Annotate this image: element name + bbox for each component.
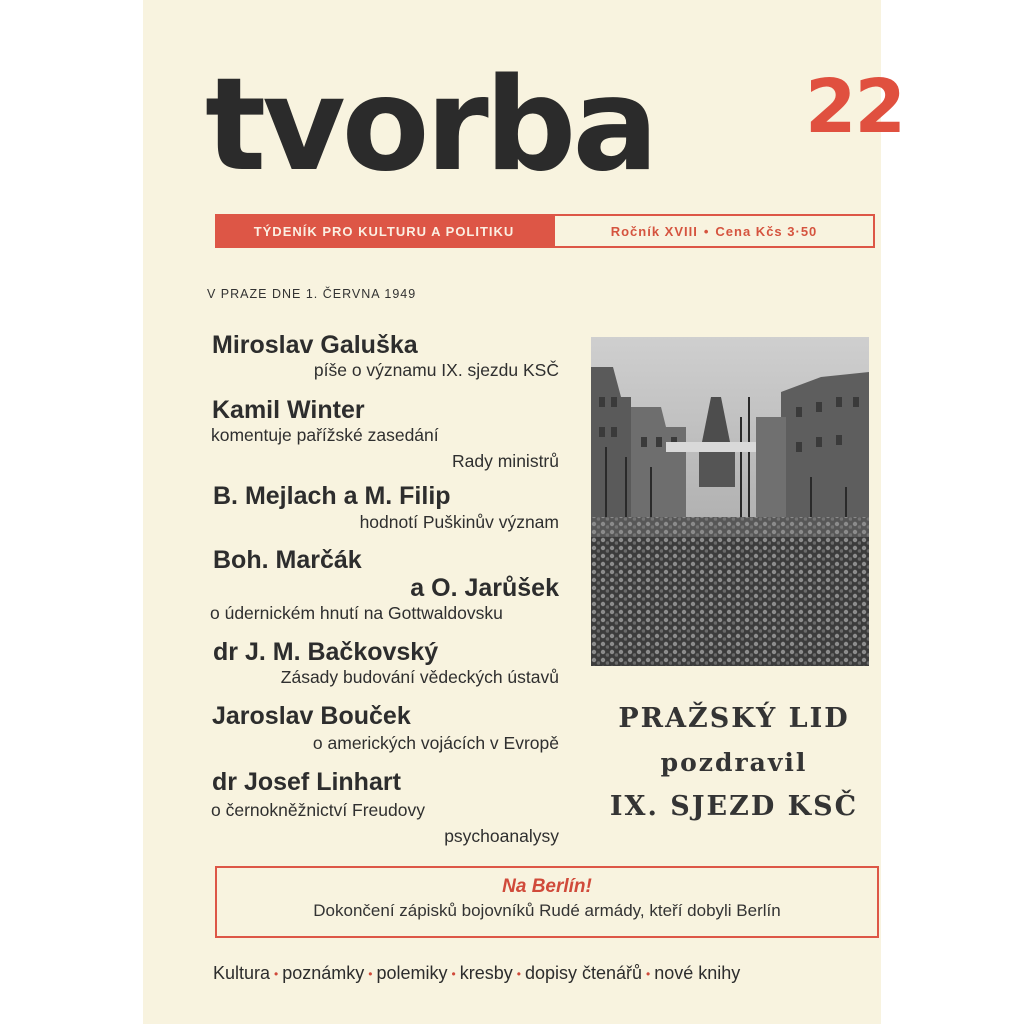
- volume-price-box: [553, 214, 875, 248]
- separator-dot: •: [703, 223, 710, 239]
- crowd-photo: [591, 337, 869, 666]
- article-author: Boh. Marčák: [213, 546, 362, 574]
- article-author: Miroslav Galuška: [212, 331, 418, 359]
- headline-line-3: IX. SJEZD KSČ: [609, 791, 859, 822]
- subtitle-band: [215, 214, 875, 248]
- article-author: dr Josef Linhart: [212, 768, 401, 796]
- footer-item: Kultura: [213, 963, 271, 983]
- article-author: Jaroslav Bouček: [212, 702, 411, 730]
- serial-subtitle: Dokončení zápisků bojovníků Rudé armády, kteří dobyli Berlín: [313, 901, 781, 920]
- article-description: o údernickém hnutí na Gottwaldovsku: [210, 603, 503, 623]
- subtitle-label: TÝDENÍK PRO KULTURU A POLITIKU: [215, 214, 553, 248]
- issue-number: 22: [805, 64, 904, 150]
- article-description: psychoanalysy: [444, 826, 559, 846]
- serial-title: Na Berlín!: [502, 876, 592, 897]
- masthead-title: tvorba: [205, 51, 655, 200]
- headline-line-2: pozdravil: [660, 748, 808, 777]
- article-description: o černokněžnictví Freudovy: [211, 800, 425, 820]
- footer-item: nové knihy: [654, 963, 741, 983]
- bullet-icon: •: [368, 967, 373, 982]
- bullet-icon: •: [516, 967, 521, 982]
- sections-footer: [213, 963, 740, 984]
- bullet-icon: •: [646, 967, 651, 982]
- article-author-second: a O. Jarůšek: [410, 574, 559, 602]
- article-description: komentuje pařížské zasedání: [211, 425, 439, 445]
- volume-label: Ročník XVIII: [610, 223, 698, 239]
- footer-item: kresby: [459, 963, 513, 983]
- crowd-photo-image: [591, 337, 869, 666]
- date-line: V PRAZE DNE 1. ČERVNA 1949: [207, 287, 417, 301]
- footer-item: dopisy čtenářů: [524, 963, 643, 983]
- bullet-icon: •: [274, 967, 279, 982]
- headline-line-1: PRAŽSKÝ LID: [618, 703, 850, 734]
- serial-notice-box: [215, 866, 879, 938]
- footer-item: poznámky: [282, 963, 365, 983]
- article-author: B. Mejlach a M. Filip: [213, 482, 451, 510]
- article-description: Rady ministrů: [452, 451, 559, 471]
- price-label: Cena Kčs 3·50: [715, 223, 818, 239]
- article-description: o amerických vojácích v Evropě: [312, 733, 559, 753]
- article-description: Zásady budování vědeckých ústavů: [280, 667, 559, 687]
- article-author: dr J. M. Bačkovský: [213, 638, 439, 666]
- article-description: hodnotí Puškinův význam: [359, 512, 559, 532]
- article-author: Kamil Winter: [212, 396, 365, 424]
- article-description: píše o významu IX. sjezdu KSČ: [313, 360, 559, 380]
- footer-item: polemiky: [376, 963, 448, 983]
- bullet-icon: •: [451, 967, 456, 982]
